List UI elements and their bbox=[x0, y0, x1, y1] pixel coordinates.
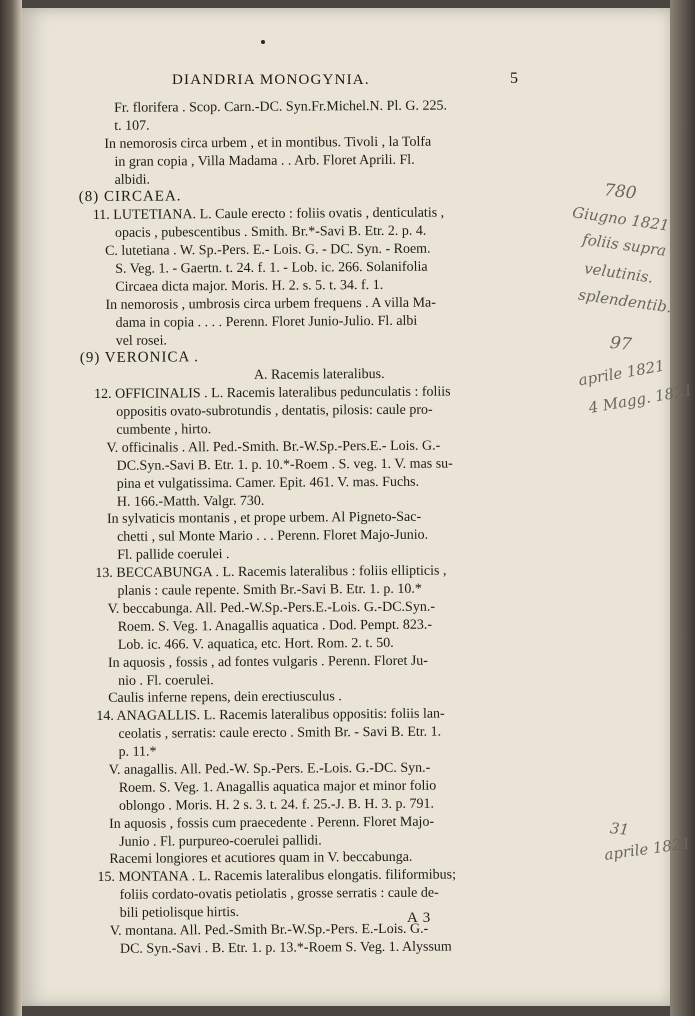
text-line: vel rosei. bbox=[115, 333, 168, 349]
text-line: albidi. bbox=[114, 172, 151, 188]
text-line: Caulis inferne repens, dein erectiusculus . bbox=[108, 689, 342, 707]
text-line: In sylvaticis montanis , et prope urbem. Al Pigneto-Sac- bbox=[106, 510, 422, 528]
handwritten-note: aprile 1821 bbox=[577, 356, 667, 390]
text-line: In nemorosis circa urbem , et in montibus. Tivoli , la Tolfa bbox=[104, 134, 432, 152]
handwritten-note: aprile 1821 bbox=[603, 834, 692, 864]
text-line: Circaea dicta major. Moris. H. 2. s. 5. t. 34. f. 1. bbox=[115, 277, 384, 295]
text-line: 13. BECCABUNGA . L. Racemis lateralibus : foliis ellipticis , bbox=[95, 563, 447, 582]
ink-speck bbox=[261, 40, 265, 44]
text-line: planis : caule repente. Smith Br.-Savi B. Etr. 1. p. 10.* bbox=[117, 581, 422, 599]
text-line: oblongo . Moris. H. 2 s. 3. t. 24. f. 25.-J. B. H. 3. p. 791. bbox=[118, 796, 434, 814]
signature-mark: A 3 bbox=[407, 910, 432, 926]
text-line: (9) VERONICA . bbox=[79, 349, 199, 367]
text-line: In aquosis , fossis cum praecedente . Perenn. Floret Majo- bbox=[109, 814, 435, 832]
text-line: In nemorosis , umbrosis circa urbem frequens . A villa Ma- bbox=[105, 295, 436, 313]
text-line: Roem. S. Veg. 1. Anagallis aquatica major et minor folio bbox=[118, 778, 437, 796]
text-line: DC.Syn.-Savi B. Etr. 1. p. 10.*-Roem . S. veg. 1. V. mas su- bbox=[116, 456, 453, 474]
text-line: 12. OFFICINALIS . L. Racemis lateralibus pedunculatis : foliis bbox=[94, 384, 451, 403]
text-line: chetti , sul Monte Mario . . . Perenn. Floret Majo-Junio. bbox=[117, 528, 429, 546]
text-line: V. officinalis . All. Ped.-Smith. Br.-W.Sp.-Pers.E.- Lois. G.- bbox=[106, 438, 441, 456]
handwritten-note: 97 bbox=[609, 332, 633, 356]
text-line: (8) CIRCAEA. bbox=[78, 188, 182, 206]
text-line: 11. LUTETIANA. L. Caule erecto : foliis ovatis , denticulatis , bbox=[92, 205, 445, 224]
text-line: Junio . Fl. purpureo-coerulei pallidi. bbox=[119, 832, 322, 850]
book-page bbox=[22, 8, 695, 1006]
text-line: Fr. florifera . Scop. Carn.-DC. Syn.Fr.Michel.N. Pl. G. 225. bbox=[114, 98, 447, 116]
text-line: p. 11.* bbox=[118, 744, 157, 760]
text-line: bili petiolisque hirtis. bbox=[119, 905, 240, 921]
text-line: V. anagallis. All. Ped.-W. Sp.-Pers. E.-Lois. G.-DC. Syn.- bbox=[108, 760, 431, 778]
page-edge-shadow bbox=[670, 0, 695, 1016]
text-line: Racemi longiores et acutiores quam in V. beccabunga. bbox=[109, 850, 413, 868]
handwritten-note: splendentib. bbox=[577, 285, 673, 317]
text-line: oppositis ovato-subrotundis , dentatis, pilosis: caule pro- bbox=[116, 402, 433, 420]
page-number: 5 bbox=[510, 70, 520, 87]
page-header bbox=[22, 72, 670, 96]
text-line: Roem. S. Veg. 1. Anagallis aquatica . Dod. Pempt. 823.- bbox=[117, 617, 433, 635]
text-line: t. 107. bbox=[114, 118, 150, 134]
text-line: V. beccabunga. All. Ped.-W.Sp.-Pers.E.-Lois. G.-DC.Syn.- bbox=[107, 599, 436, 617]
text-line: 15. MONTANA . L. Racemis lateralibus elongatis. filiformibus; bbox=[97, 867, 457, 886]
text-line: Fl. pallide coerulei . bbox=[117, 547, 230, 564]
text-line: foliis cordato-ovatis petiolatis , grosse serratis : caule de- bbox=[119, 885, 439, 904]
text-line: S. Veg. 1. - Gaertn. t. 24. f. 1. - Lob. ic. 266. Solanifolia bbox=[115, 259, 428, 277]
text-line: 14. ANAGALLIS. L. Racemis lateralibus oppositis: foliis lan- bbox=[96, 706, 445, 725]
book-spine-edge bbox=[0, 0, 22, 1016]
text-line: nio . Fl. coerulei. bbox=[118, 672, 214, 689]
text-line: cumbente , hirto. bbox=[116, 422, 212, 438]
text-line: A. Racemis lateralibus. bbox=[253, 367, 385, 384]
text-line: C. lutetiana . W. Sp.-Pers. E.- Lois. G. - DC. Syn. - Roem. bbox=[105, 241, 431, 260]
handwritten-note: foliis supra bbox=[581, 230, 668, 260]
text-line: In aquosis , fossis , ad fontes vulgaris . Perenn. Floret Ju- bbox=[107, 653, 429, 671]
text-line: opacis , pubescentibus . Smith. Br.*-Savi B. Etr. 2. p. 4. bbox=[114, 223, 427, 242]
running-head: DIANDRIA MONOGYNIA. bbox=[172, 72, 370, 88]
handwritten-note: 780 bbox=[603, 180, 638, 204]
text-line: dama in copia . . . . Perenn. Floret Junio-Julio. Fl. albi bbox=[115, 313, 418, 331]
text-line: in gran copia , Villa Madama . . Arb. Floret Aprili. Fl. bbox=[114, 152, 415, 170]
text-line: DC. Syn.-Savi . B. Etr. 1. p. 13.*-Roem S. Veg. 1. Alyssum bbox=[119, 939, 452, 957]
text-line: H. 166.-Matth. Valgr. 730. bbox=[116, 493, 265, 510]
body-text bbox=[78, 97, 583, 959]
text-line: V. montana. All. Ped.-Smith Br.-W.Sp.-Pers. E.-Lois. G.- bbox=[109, 921, 429, 939]
handwritten-note: 31 bbox=[609, 819, 630, 839]
handwritten-note: 4 Magg. 1821 bbox=[587, 380, 695, 418]
handwritten-note: Giugno 1821 bbox=[571, 203, 671, 235]
handwritten-note: velutinis. bbox=[583, 259, 655, 287]
text-line: pina et vulgatissima. Camer. Epit. 461. V. mas. Fuchs. bbox=[116, 474, 420, 492]
text-line: Lob. ic. 466. V. aquatica, etc. Hort. Rom. 2. t. 50. bbox=[117, 635, 394, 653]
text-line: ceolatis , serratis: caule erecto . Smith Br. - Savi B. Etr. 1. bbox=[118, 724, 442, 743]
